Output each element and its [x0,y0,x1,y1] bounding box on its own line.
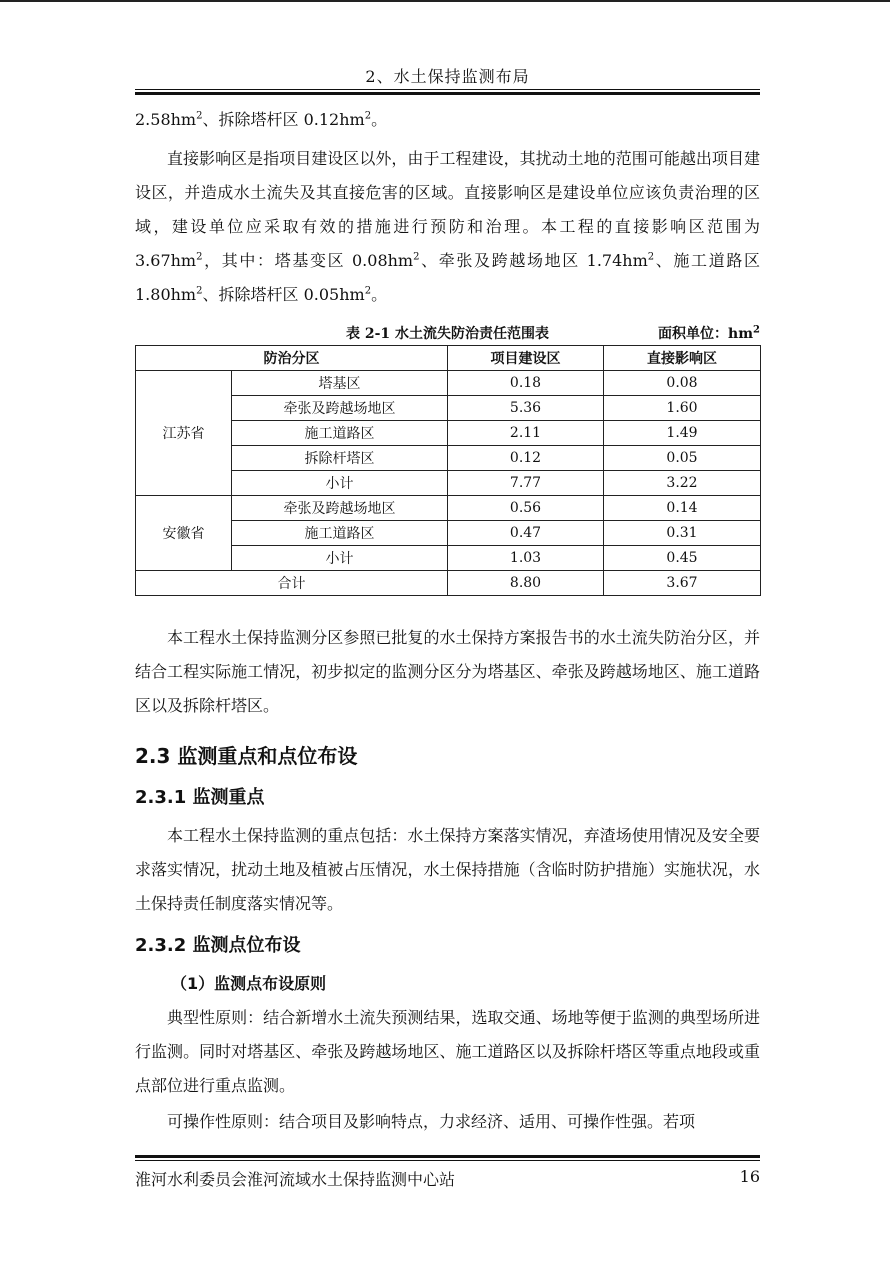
area-cell: 施工道路区 [232,521,448,546]
table-caption: 表 2-1 水土流失防治责任范围表 [345,326,550,342]
direct-cell: 0.14 [604,496,761,521]
area-cell: 小计 [232,471,448,496]
paragraph-monitoring-zones: 本工程水土保持监测分区参照已批复的水土保持方案报告书的水土流失防治分区，并结合工程实际施工情况，初步拟定的监测分区分为塔基区、牵张及跨越场地区、施工道路区以及拆除杆塔区。 [135,628,760,715]
page-body [135,103,760,1139]
footer-rule-thick [135,1155,760,1158]
project-cell: 1.03 [448,546,604,571]
area-cell: 施工道路区 [232,421,448,446]
province-cell: 安徽省 [136,496,232,571]
project-cell: 0.56 [448,496,604,521]
direct-cell: 0.05 [604,446,761,471]
province-cell: 江苏省 [136,371,232,496]
table-unit: 面积单位：$hm^2$ [658,324,760,342]
footer-rule-thin [135,1160,760,1161]
header-direct-area: 直接影响区 [604,346,761,371]
paragraph-monitoring-focus: 本工程水土保持监测的重点包括：水土保持方案落实情况，弃渣场使用情况及安全要求落实情况，扰动土地及植被占压情况，水土保持措施（含临时防护措施）实施状况，水土保持责任制度落实情况等。 [135,826,760,913]
total-label-cell: 合计 [136,571,448,596]
direct-cell: 0.31 [604,521,761,546]
header-rule-thick [135,92,760,95]
responsibility-table [135,345,761,596]
direct-cell: 1.49 [604,421,761,446]
project-cell: 0.18 [448,371,604,396]
section-heading-2-3-1: 2.3.1 监测重点 [135,787,265,808]
page-number: 16 [739,1167,760,1186]
project-cell: 7.77 [448,471,604,496]
project-cell: 2.11 [448,421,604,446]
header-zone: 防治分区 [136,346,448,371]
project-cell: 0.12 [448,446,604,471]
project-cell: 5.36 [448,396,604,421]
paragraph-direct-impact: 直接影响区是指项目建设区以外，由于工程建设，其扰动土地的范围可能越出项目建设区，并造成水土流失及其直接危害的区域。直接影响区是建设单位应该负责治理的区域，建设单位应采取有效的措施进行预防和治理。本工程的直接影响区范围为 $3.67hm^2$，其中：塔基变区 $0.08hm^2$、牵张及跨越场地区 $1.74hm^2$、施工道路区 $1.80hm^2$、拆除塔杆区 $0.05hm^2$。 [135,149,760,304]
header-project-area: 项目建设区 [448,346,604,371]
paragraph-operability: 可操作性原则：结合项目及影响特点，力求经济、适用、可操作性强。若项 [167,1112,696,1131]
subheading-principle: （1）监测点布设原则 [171,974,327,993]
direct-cell: 3.67 [604,571,761,596]
footer-organization: 淮河水利委员会淮河流域水土保持监测中心站 [135,1170,456,1189]
total-row [136,571,761,596]
running-header: 2、水土保持监测布局 [365,67,530,86]
table-row [136,496,761,521]
table-caption-row [135,319,760,345]
table-header-row [136,346,761,371]
direct-cell: 0.45 [604,546,761,571]
area-cell: 牵张及跨越场地区 [232,396,448,421]
area-cell: 拆除杆塔区 [232,446,448,471]
table-row [136,371,761,396]
section-heading-2-3: 2.3 监测重点和点位布设 [135,744,358,768]
section-heading-2-3-2: 2.3.2 监测点位布设 [135,935,301,956]
direct-cell: 0.08 [604,371,761,396]
project-cell: 0.47 [448,521,604,546]
header-rule-thin [135,89,760,90]
direct-cell: 3.22 [604,471,761,496]
page-top-border [0,0,890,2]
direct-cell: 1.60 [604,396,761,421]
area-cell: 牵张及跨越场地区 [232,496,448,521]
paragraph-typicality: 典型性原则：结合新增水土流失预测结果，选取交通、场地等便于监测的典型场所进行监测。同时对塔基区、牵张及跨越场地区、施工道路区以及拆除杆塔区等重点地段或重点部位进行重点监测。 [135,1008,760,1095]
area-cell: 塔基区 [232,371,448,396]
area-cell: 小计 [232,546,448,571]
paragraph-continuation: $2.58hm^2$、拆除塔杆区 $0.12hm^2$。 [135,110,388,129]
project-cell: 8.80 [448,571,604,596]
